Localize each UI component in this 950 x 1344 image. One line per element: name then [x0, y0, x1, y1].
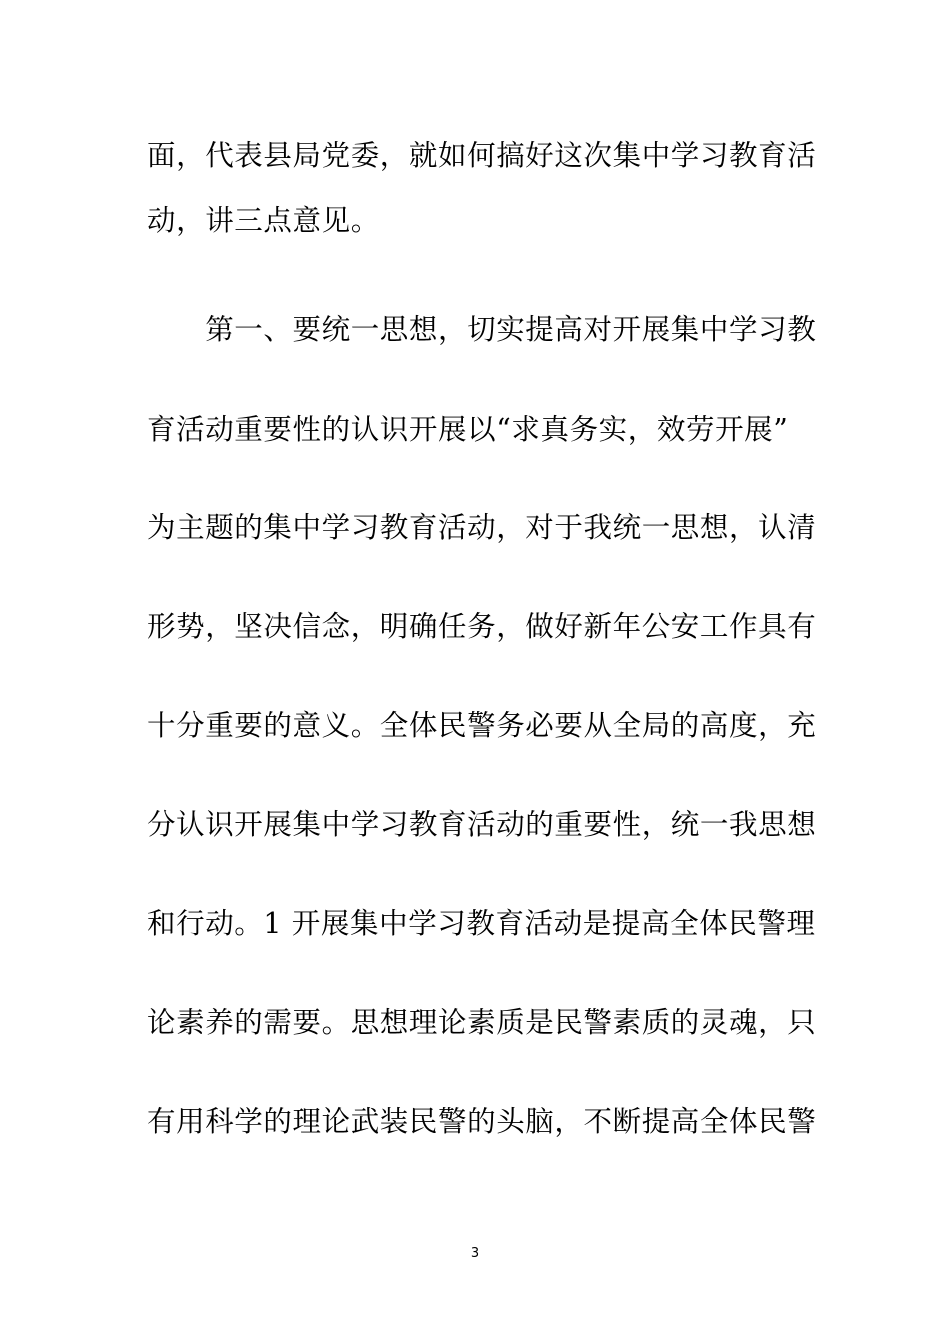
text-line-4: 育活动重要性的认识开展以“求真务实，效劳开展” — [147, 413, 789, 446]
text-line-6: 形势，坚决信念，明确任务，做好新年公安工作具有 — [147, 610, 817, 643]
text-line-11: 有用科学的理论武装民警的头脑，不断提高全体民警 — [147, 1105, 817, 1138]
text-line-8: 分认识开展集中学习教育活动的重要性，统一我思想 — [147, 808, 817, 841]
text-line-5: 为主题的集中学习教育活动，对于我统一思想，认清 — [147, 511, 817, 544]
text-line-9: 和行动。1 开展集中学习教育活动是提高全体民警理 — [147, 907, 816, 940]
text-line-10: 论素养的需要。思想理论素质是民警素质的灵魂，只 — [147, 1006, 817, 1039]
text-line-7: 十分重要的意义。全体民警务必要从全局的高度，充 — [147, 709, 817, 742]
text-line-3: 第一、要统一思想，切实提高对开展集中学习教 — [147, 313, 817, 346]
page-number: 3 — [470, 1246, 480, 1261]
text-line-1: 面，代表县局党委，就如何搞好这次集中学习教育活 — [147, 139, 817, 172]
text-line-2: 动，讲三点意见。 — [147, 204, 380, 237]
